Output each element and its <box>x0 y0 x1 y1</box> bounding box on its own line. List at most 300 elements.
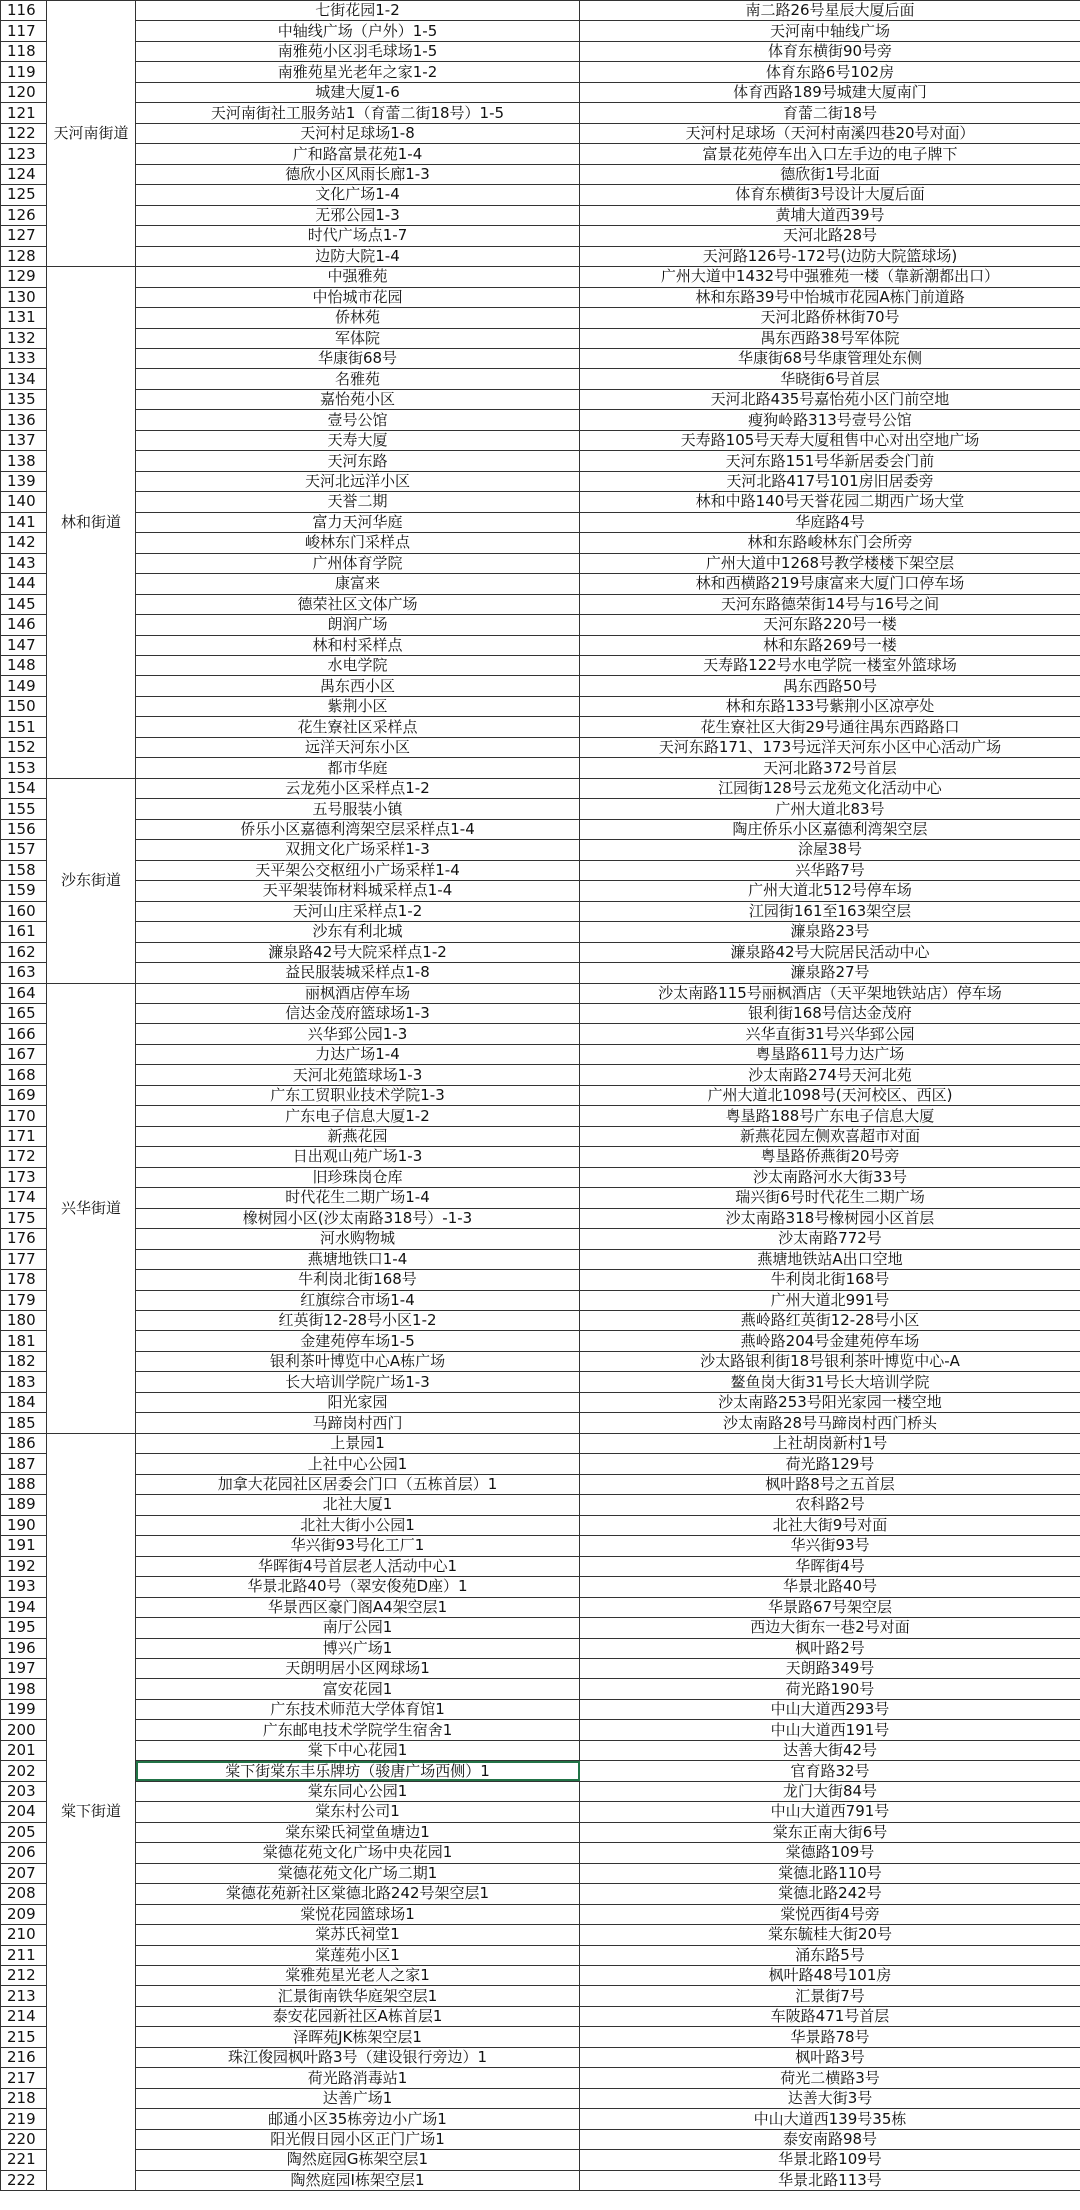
site-address-cell[interactable]: 华兴街93号 <box>580 1536 1080 1556</box>
sampling-site-cell[interactable]: 陶然庭园I栋架空层1 <box>136 2170 580 2190</box>
row-number-cell[interactable]: 176 <box>1 1229 47 1249</box>
row-number-cell[interactable]: 135 <box>1 389 47 409</box>
site-address-cell[interactable]: 天寿路105号天寿大厦租售中心对出空地广场 <box>580 430 1080 450</box>
site-address-cell[interactable]: 育蕾二街18号 <box>580 103 1080 123</box>
site-address-cell[interactable]: 华景北路113号 <box>580 2170 1080 2190</box>
sampling-site-cell[interactable]: 棠德花苑文化广场二期1 <box>136 1863 580 1883</box>
sampling-site-cell[interactable]: 天寿大厦 <box>136 430 580 450</box>
row-number-cell[interactable]: 139 <box>1 471 47 491</box>
row-number-cell[interactable]: 128 <box>1 246 47 266</box>
row-number-cell[interactable]: 216 <box>1 2047 47 2067</box>
sampling-site-cell[interactable]: 濂泉路42号大院采样点1-2 <box>136 942 580 962</box>
sampling-site-cell[interactable]: 棠苏氏祠堂1 <box>136 1925 580 1945</box>
site-address-cell[interactable]: 林和西横路219号康富来大厦门口停车场 <box>580 574 1080 594</box>
sampling-site-cell[interactable]: 阳光家园 <box>136 1392 580 1412</box>
site-address-cell[interactable]: 燕岭路红英街12-28号小区 <box>580 1311 1080 1331</box>
site-address-cell[interactable]: 龙门大街84号 <box>580 1781 1080 1801</box>
site-address-cell[interactable]: 中山大道西293号 <box>580 1699 1080 1719</box>
row-number-cell[interactable]: 127 <box>1 226 47 246</box>
sampling-site-cell[interactable]: 侨林苑 <box>136 308 580 328</box>
street-name-cell[interactable]: 沙东街道 <box>47 778 136 983</box>
site-address-cell[interactable]: 粤垦路侨燕街20号旁 <box>580 1147 1080 1167</box>
site-address-cell[interactable]: 天河东路171、173号远洋天河东小区中心活动广场 <box>580 737 1080 757</box>
site-address-cell[interactable]: 德欣街1号北面 <box>580 164 1080 184</box>
row-number-cell[interactable]: 177 <box>1 1249 47 1269</box>
sampling-site-cell[interactable]: 天朗明居小区网球场1 <box>136 1658 580 1678</box>
sampling-site-cell[interactable]: 马蹄岗村西门 <box>136 1413 580 1433</box>
site-address-cell[interactable]: 体育东横街3号设计大厦后面 <box>580 185 1080 205</box>
sampling-site-cell[interactable]: 军体院 <box>136 328 580 348</box>
site-address-cell[interactable]: 粤垦路188号广东电子信息大厦 <box>580 1106 1080 1126</box>
row-number-cell[interactable]: 194 <box>1 1597 47 1617</box>
row-number-cell[interactable]: 204 <box>1 1802 47 1822</box>
row-number-cell[interactable]: 121 <box>1 103 47 123</box>
site-address-cell[interactable]: 汇景街7号 <box>580 1986 1080 2006</box>
row-number-cell[interactable]: 119 <box>1 62 47 82</box>
street-name-cell[interactable]: 兴华街道 <box>47 983 136 1433</box>
site-address-cell[interactable]: 华景北路40号 <box>580 1577 1080 1597</box>
site-address-cell[interactable]: 天河村足球场（天河村南溪四巷20号对面） <box>580 123 1080 143</box>
row-number-cell[interactable]: 200 <box>1 1720 47 1740</box>
sampling-site-cell[interactable]: 嘉怡苑小区 <box>136 389 580 409</box>
site-address-cell[interactable]: 泰安南路98号 <box>580 2129 1080 2149</box>
site-address-cell[interactable]: 富景花苑停车出入口左手边的电子牌下 <box>580 144 1080 164</box>
row-number-cell[interactable]: 188 <box>1 1474 47 1494</box>
row-number-cell[interactable]: 123 <box>1 144 47 164</box>
row-number-cell[interactable]: 124 <box>1 164 47 184</box>
row-number-cell[interactable]: 211 <box>1 1945 47 1965</box>
site-address-cell[interactable]: 华景路78号 <box>580 2027 1080 2047</box>
sampling-site-cell[interactable]: 天河村足球场1-8 <box>136 123 580 143</box>
sampling-site-cell[interactable]: 兴华郅公园1-3 <box>136 1024 580 1044</box>
sampling-site-cell[interactable]: 棠东梁氏祠堂鱼塘边1 <box>136 1822 580 1842</box>
sampling-site-cell[interactable]: 双拥文化广场采样1-3 <box>136 840 580 860</box>
sampling-site-cell[interactable]: 红英街12-28号小区1-2 <box>136 1311 580 1331</box>
row-number-cell[interactable]: 164 <box>1 983 47 1003</box>
row-number-cell[interactable]: 165 <box>1 1003 47 1023</box>
site-address-cell[interactable]: 濂泉路42号大院居民活动中心 <box>580 942 1080 962</box>
site-address-cell[interactable]: 广州大道北83号 <box>580 799 1080 819</box>
site-address-cell[interactable]: 中山大道西191号 <box>580 1720 1080 1740</box>
row-number-cell[interactable]: 168 <box>1 1065 47 1085</box>
sampling-site-cell[interactable]: 达善广场1 <box>136 2088 580 2108</box>
site-address-cell[interactable]: 沙太南路28号马蹄岗村西门桥头 <box>580 1413 1080 1433</box>
row-number-cell[interactable]: 199 <box>1 1699 47 1719</box>
site-address-cell[interactable]: 新燕花园左侧欢喜超市对面 <box>580 1126 1080 1146</box>
sampling-site-cell[interactable]: 珠江俊园枫叶路3号（建设银行旁边）1 <box>136 2047 580 2067</box>
sampling-site-cell[interactable]: 泽晖苑JK栋架空层1 <box>136 2027 580 2047</box>
site-address-cell[interactable]: 华景路67号架空层 <box>580 1597 1080 1617</box>
row-number-cell[interactable]: 187 <box>1 1454 47 1474</box>
row-number-cell[interactable]: 202 <box>1 1761 47 1781</box>
sampling-site-cell[interactable]: 广州体育学院 <box>136 553 580 573</box>
row-number-cell[interactable]: 132 <box>1 328 47 348</box>
row-number-cell[interactable]: 138 <box>1 451 47 471</box>
row-number-cell[interactable]: 117 <box>1 21 47 41</box>
site-address-cell[interactable]: 体育西路189号城建大厦南门 <box>580 82 1080 102</box>
site-address-cell[interactable]: 涌东路5号 <box>580 1945 1080 1965</box>
row-number-cell[interactable]: 148 <box>1 656 47 676</box>
site-address-cell[interactable]: 棠德北路242号 <box>580 1884 1080 1904</box>
row-number-cell[interactable]: 179 <box>1 1290 47 1310</box>
row-number-cell[interactable]: 137 <box>1 430 47 450</box>
row-number-cell[interactable]: 134 <box>1 369 47 389</box>
row-number-cell[interactable]: 185 <box>1 1413 47 1433</box>
sampling-site-cell[interactable]: 日出观山苑广场1-3 <box>136 1147 580 1167</box>
sampling-site-cell[interactable]: 棠东同心公园1 <box>136 1781 580 1801</box>
sampling-site-cell[interactable]: 信达金茂府篮球场1-3 <box>136 1003 580 1023</box>
row-number-cell[interactable]: 150 <box>1 696 47 716</box>
site-address-cell[interactable]: 花生寮社区大街29号通往禺东西路路口 <box>580 717 1080 737</box>
site-address-cell[interactable]: 沙太南路318号橡树园小区首层 <box>580 1208 1080 1228</box>
sampling-site-cell[interactable]: 橡树园小区(沙太南路318号）-1-3 <box>136 1208 580 1228</box>
row-number-cell[interactable]: 154 <box>1 778 47 798</box>
sampling-site-cell[interactable]: 棠悦花园篮球场1 <box>136 1904 580 1924</box>
sampling-site-cell[interactable]: 无邪公园1-3 <box>136 205 580 225</box>
row-number-cell[interactable]: 196 <box>1 1638 47 1658</box>
row-number-cell[interactable]: 141 <box>1 512 47 532</box>
sampling-site-cell[interactable]: 阳光假日园小区正门广场1 <box>136 2129 580 2149</box>
sampling-site-cell[interactable]: 南雅苑小区羽毛球场1-5 <box>136 41 580 61</box>
sampling-site-cell[interactable]: 天平架公交枢纽小广场采样1-4 <box>136 860 580 880</box>
sampling-site-cell[interactable]: 博兴广场1 <box>136 1638 580 1658</box>
row-number-cell[interactable]: 160 <box>1 901 47 921</box>
sampling-site-cell[interactable]: 文化广场1-4 <box>136 185 580 205</box>
row-number-cell[interactable]: 147 <box>1 635 47 655</box>
row-number-cell[interactable]: 192 <box>1 1556 47 1576</box>
site-address-cell[interactable]: 天河北路435号嘉怡苑小区门前空地 <box>580 389 1080 409</box>
row-number-cell[interactable]: 146 <box>1 615 47 635</box>
row-number-cell[interactable]: 201 <box>1 1740 47 1760</box>
row-number-cell[interactable]: 213 <box>1 1986 47 2006</box>
row-number-cell[interactable]: 130 <box>1 287 47 307</box>
sampling-site-cell[interactable]: 北社大街小公园1 <box>136 1515 580 1535</box>
row-number-cell[interactable]: 197 <box>1 1658 47 1678</box>
sampling-site-cell[interactable]: 长大培训学院广场1-3 <box>136 1372 580 1392</box>
site-address-cell[interactable]: 禺东西路38号军体院 <box>580 328 1080 348</box>
site-address-cell[interactable]: 林和中路140号天誉花园二期西广场大堂 <box>580 492 1080 512</box>
site-address-cell[interactable]: 林和东路39号中怡城市花园A栋门前道路 <box>580 287 1080 307</box>
sampling-site-cell[interactable]: 邮通小区35栋旁边小广场1 <box>136 2109 580 2129</box>
sampling-site-cell[interactable]: 棠东村公司1 <box>136 1802 580 1822</box>
row-number-cell[interactable]: 220 <box>1 2129 47 2149</box>
sampling-site-cell[interactable]: 广东邮电技术学院学生宿舍1 <box>136 1720 580 1740</box>
sampling-site-cell[interactable]: 五号服装小镇 <box>136 799 580 819</box>
sampling-site-cell[interactable]: 泰安花园新社区A栋首层1 <box>136 2006 580 2026</box>
row-number-cell[interactable]: 206 <box>1 1843 47 1863</box>
sampling-site-cell[interactable]: 南雅苑星光老年之家1-2 <box>136 62 580 82</box>
sampling-site-cell[interactable]: 广东技术师范大学体育馆1 <box>136 1699 580 1719</box>
sampling-site-cell[interactable]: 陶然庭园G栋架空层1 <box>136 2150 580 2170</box>
site-address-cell[interactable]: 天朗路349号 <box>580 1658 1080 1678</box>
site-address-cell[interactable]: 兴华路7号 <box>580 860 1080 880</box>
sampling-site-cell[interactable]: 七街花园1-2 <box>136 1 580 21</box>
row-number-cell[interactable]: 193 <box>1 1577 47 1597</box>
site-address-cell[interactable]: 瑞兴街6号时代花生二期广场 <box>580 1188 1080 1208</box>
sampling-site-cell[interactable]: 富力天河华庭 <box>136 512 580 532</box>
sampling-site-cell[interactable]: 禺东西小区 <box>136 676 580 696</box>
row-number-cell[interactable]: 169 <box>1 1085 47 1105</box>
sampling-site-cell[interactable]: 天河东路 <box>136 451 580 471</box>
sampling-site-cell[interactable]: 华晖街4号首层老人活动中心1 <box>136 1556 580 1576</box>
site-address-cell[interactable]: 西边大街东一巷2号对面 <box>580 1618 1080 1638</box>
row-number-cell[interactable]: 122 <box>1 123 47 143</box>
sampling-site-cell[interactable]: 中怡城市花园 <box>136 287 580 307</box>
site-address-cell[interactable]: 枫叶路3号 <box>580 2047 1080 2067</box>
site-address-cell[interactable]: 天河东路220号一楼 <box>580 615 1080 635</box>
row-number-cell[interactable]: 181 <box>1 1331 47 1351</box>
sampling-site-cell[interactable]: 荷光路消毒站1 <box>136 2068 580 2088</box>
site-address-cell[interactable]: 天河北路侨林街70号 <box>580 308 1080 328</box>
site-address-cell[interactable]: 中山大道西139号35栋 <box>580 2109 1080 2129</box>
site-address-cell[interactable]: 车陂路471号首层 <box>580 2006 1080 2026</box>
row-number-cell[interactable]: 221 <box>1 2150 47 2170</box>
site-address-cell[interactable]: 体育东路6号102房 <box>580 62 1080 82</box>
sampling-site-cell[interactable]: 峻林东门采样点 <box>136 533 580 553</box>
site-address-cell[interactable]: 荷光路190号 <box>580 1679 1080 1699</box>
sampling-site-cell[interactable]: 时代广场点1-7 <box>136 226 580 246</box>
row-number-cell[interactable]: 186 <box>1 1433 47 1453</box>
sampling-site-cell[interactable]: 城建大厦1-6 <box>136 82 580 102</box>
row-number-cell[interactable]: 184 <box>1 1392 47 1412</box>
sampling-site-cell[interactable]: 中轴线广场（户外）1-5 <box>136 21 580 41</box>
sampling-site-cell[interactable]: 远洋天河东小区 <box>136 737 580 757</box>
site-address-cell[interactable]: 燕塘地铁站A出口空地 <box>580 1249 1080 1269</box>
sampling-site-cell[interactable]: 天誉二期 <box>136 492 580 512</box>
sampling-site-cell[interactable]: 时代花生二期广场1-4 <box>136 1188 580 1208</box>
sampling-site-cell[interactable]: 燕塘地铁口1-4 <box>136 1249 580 1269</box>
row-number-cell[interactable]: 218 <box>1 2088 47 2108</box>
row-number-cell[interactable]: 189 <box>1 1495 47 1515</box>
row-number-cell[interactable]: 143 <box>1 553 47 573</box>
sampling-site-cell[interactable]: 侨乐小区嘉德利湾架空层采样点1-4 <box>136 819 580 839</box>
site-address-cell[interactable]: 华晖街4号 <box>580 1556 1080 1576</box>
sampling-site-cell[interactable]: 林和村采样点 <box>136 635 580 655</box>
street-name-cell[interactable]: 林和街道 <box>47 267 136 779</box>
site-address-cell[interactable]: 瘦狗岭路313号壹号公馆 <box>580 410 1080 430</box>
site-address-cell[interactable]: 广州大道北991号 <box>580 1290 1080 1310</box>
sampling-site-cell[interactable]: 华景西区豪门阁A4架空层1 <box>136 1597 580 1617</box>
row-number-cell[interactable]: 171 <box>1 1126 47 1146</box>
site-address-cell[interactable]: 棠东正南大街6号 <box>580 1822 1080 1842</box>
row-number-cell[interactable]: 161 <box>1 922 47 942</box>
row-number-cell[interactable]: 118 <box>1 41 47 61</box>
sampling-site-cell[interactable]: 棠雅苑星光老人之家1 <box>136 1966 580 1986</box>
row-number-cell[interactable]: 198 <box>1 1679 47 1699</box>
site-address-cell[interactable]: 天河东路151号华新居委会门前 <box>580 451 1080 471</box>
sampling-site-cell[interactable]: 旧珍珠岗仓库 <box>136 1167 580 1187</box>
sampling-site-cell[interactable]: 金建苑停车场1-5 <box>136 1331 580 1351</box>
sampling-site-cell[interactable]: 银利茶叶博览中心A栋广场 <box>136 1351 580 1371</box>
sampling-site-cell[interactable]: 棠莲苑小区1 <box>136 1945 580 1965</box>
sampling-site-cell[interactable]: 河水购物城 <box>136 1229 580 1249</box>
site-address-cell[interactable]: 广州大道北1098号(天河校区、西区) <box>580 1085 1080 1105</box>
row-number-cell[interactable]: 212 <box>1 1966 47 1986</box>
site-address-cell[interactable]: 天河南中轴线广场 <box>580 21 1080 41</box>
row-number-cell[interactable]: 175 <box>1 1208 47 1228</box>
site-address-cell[interactable]: 兴华直街31号兴华郅公园 <box>580 1024 1080 1044</box>
row-number-cell[interactable]: 163 <box>1 963 47 983</box>
row-number-cell[interactable]: 151 <box>1 717 47 737</box>
site-address-cell[interactable]: 天河北路372号首层 <box>580 758 1080 778</box>
site-address-cell[interactable]: 棠德北路110号 <box>580 1863 1080 1883</box>
row-number-cell[interactable]: 129 <box>1 267 47 287</box>
site-address-cell[interactable]: 天河东路德荣街14号与16号之间 <box>580 594 1080 614</box>
site-address-cell[interactable]: 江园街161至163架空层 <box>580 901 1080 921</box>
site-address-cell[interactable]: 北社大街9号对面 <box>580 1515 1080 1535</box>
row-number-cell[interactable]: 145 <box>1 594 47 614</box>
street-name-cell[interactable]: 棠下街道 <box>47 1433 136 2190</box>
row-number-cell[interactable]: 183 <box>1 1372 47 1392</box>
site-address-cell[interactable]: 天河路126号-172号(边防大院篮球场) <box>580 246 1080 266</box>
site-address-cell[interactable]: 粤垦路611号力达广场 <box>580 1044 1080 1064</box>
site-address-cell[interactable]: 荷光路129号 <box>580 1454 1080 1474</box>
site-address-cell[interactable]: 华景北路109号 <box>580 2150 1080 2170</box>
row-number-cell[interactable]: 157 <box>1 840 47 860</box>
site-address-cell[interactable]: 林和东路133号紫荆小区凉亭处 <box>580 696 1080 716</box>
site-address-cell[interactable]: 濂泉路23号 <box>580 922 1080 942</box>
sampling-site-cell[interactable]: 天河北远洋小区 <box>136 471 580 491</box>
sampling-site-cell[interactable]: 都市华庭 <box>136 758 580 778</box>
sampling-site-cell[interactable]: 益民服装城采样点1-8 <box>136 963 580 983</box>
site-address-cell[interactable]: 达善大街3号 <box>580 2088 1080 2108</box>
sampling-site-cell[interactable]: 牛利岗北街168号 <box>136 1270 580 1290</box>
row-number-cell[interactable]: 142 <box>1 533 47 553</box>
row-number-cell[interactable]: 156 <box>1 819 47 839</box>
site-address-cell[interactable]: 林和东路峻林东门会所旁 <box>580 533 1080 553</box>
site-address-cell[interactable]: 广州大道中1268号教学楼楼下架空层 <box>580 553 1080 573</box>
sampling-site-cell[interactable]: 棠德花苑文化广场中央花园1 <box>136 1843 580 1863</box>
site-address-cell[interactable]: 华晓街6号首层 <box>580 369 1080 389</box>
site-address-cell[interactable]: 濂泉路27号 <box>580 963 1080 983</box>
site-address-cell[interactable]: 沙太南路115号丽枫酒店（天平架地铁站店）停车场 <box>580 983 1080 1003</box>
site-address-cell[interactable]: 枫叶路48号101房 <box>580 1966 1080 1986</box>
site-address-cell[interactable]: 沙太南路253号阳光家园一楼空地 <box>580 1392 1080 1412</box>
row-number-cell[interactable]: 133 <box>1 348 47 368</box>
row-number-cell[interactable]: 167 <box>1 1044 47 1064</box>
sampling-site-cell[interactable]: 丽枫酒店停车场 <box>136 983 580 1003</box>
sampling-site-cell[interactable]: 天平架装饰材料城采样点1-4 <box>136 881 580 901</box>
site-address-cell[interactable]: 中山大道西791号 <box>580 1802 1080 1822</box>
site-address-cell[interactable]: 林和东路269号一楼 <box>580 635 1080 655</box>
sampling-site-cell[interactable]: 名雅苑 <box>136 369 580 389</box>
site-address-cell[interactable]: 沙太南路772号 <box>580 1229 1080 1249</box>
site-address-cell[interactable]: 枫叶路8号之五首层 <box>580 1474 1080 1494</box>
sampling-site-cell[interactable]: 华景北路40号（翠安俊苑D座）1 <box>136 1577 580 1597</box>
site-address-cell[interactable]: 银利街168号信达金茂府 <box>580 1003 1080 1023</box>
sampling-site-cell[interactable]: 棠下街棠东丰乐牌坊（骏唐广场西侧）1 <box>136 1761 580 1781</box>
row-number-cell[interactable]: 125 <box>1 185 47 205</box>
sampling-site-cell[interactable]: 天河南街社工服务站1（育蕾二街18号）1-5 <box>136 103 580 123</box>
row-number-cell[interactable]: 180 <box>1 1311 47 1331</box>
row-number-cell[interactable]: 222 <box>1 2170 47 2190</box>
sampling-site-cell[interactable]: 水电学院 <box>136 656 580 676</box>
site-address-cell[interactable]: 广州大道中1432号中强雅苑一楼（靠新潮都出口） <box>580 267 1080 287</box>
site-address-cell[interactable]: 黄埔大道西39号 <box>580 205 1080 225</box>
sampling-site-cell[interactable]: 紫荆小区 <box>136 696 580 716</box>
row-number-cell[interactable]: 182 <box>1 1351 47 1371</box>
sampling-site-cell[interactable]: 棠下中心花园1 <box>136 1740 580 1760</box>
site-address-cell[interactable]: 官育路32号 <box>580 1761 1080 1781</box>
sampling-site-cell[interactable]: 华康街68号 <box>136 348 580 368</box>
row-number-cell[interactable]: 152 <box>1 737 47 757</box>
site-address-cell[interactable]: 天河北路28号 <box>580 226 1080 246</box>
sampling-site-cell[interactable]: 沙东有利北城 <box>136 922 580 942</box>
row-number-cell[interactable]: 166 <box>1 1024 47 1044</box>
sampling-site-cell[interactable]: 富安花园1 <box>136 1679 580 1699</box>
site-address-cell[interactable]: 天河北路417号101房旧居委旁 <box>580 471 1080 491</box>
site-address-cell[interactable]: 农科路2号 <box>580 1495 1080 1515</box>
sampling-site-cell[interactable]: 朗润广场 <box>136 615 580 635</box>
row-number-cell[interactable]: 149 <box>1 676 47 696</box>
sampling-site-cell[interactable]: 天河山庄采样点1-2 <box>136 901 580 921</box>
sampling-site-cell[interactable]: 康富来 <box>136 574 580 594</box>
row-number-cell[interactable]: 191 <box>1 1536 47 1556</box>
site-address-cell[interactable]: 沙太路银利街18号银利茶叶博览中心-A <box>580 1351 1080 1371</box>
row-number-cell[interactable]: 162 <box>1 942 47 962</box>
site-address-cell[interactable]: 江园街128号云龙苑文化活动中心 <box>580 778 1080 798</box>
site-address-cell[interactable]: 枫叶路2号 <box>580 1638 1080 1658</box>
site-address-cell[interactable]: 天寿路122号水电学院一楼室外篮球场 <box>580 656 1080 676</box>
row-number-cell[interactable]: 217 <box>1 2068 47 2088</box>
sampling-site-cell[interactable]: 边防大院1-4 <box>136 246 580 266</box>
site-address-cell[interactable]: 达善大街42号 <box>580 1740 1080 1760</box>
site-address-cell[interactable]: 燕岭路204号金建苑停车场 <box>580 1331 1080 1351</box>
row-number-cell[interactable]: 214 <box>1 2006 47 2026</box>
row-number-cell[interactable]: 131 <box>1 308 47 328</box>
row-number-cell[interactable]: 116 <box>1 1 47 21</box>
row-number-cell[interactable]: 173 <box>1 1167 47 1187</box>
row-number-cell[interactable]: 153 <box>1 758 47 778</box>
row-number-cell[interactable]: 207 <box>1 1863 47 1883</box>
site-address-cell[interactable]: 荷光二横路3号 <box>580 2068 1080 2088</box>
sampling-site-cell[interactable]: 中强雅苑 <box>136 267 580 287</box>
site-address-cell[interactable]: 沙太南路河水大街33号 <box>580 1167 1080 1187</box>
site-address-cell[interactable]: 体育东横街90号旁 <box>580 41 1080 61</box>
row-number-cell[interactable]: 174 <box>1 1188 47 1208</box>
site-address-cell[interactable]: 牛利岗北街168号 <box>580 1270 1080 1290</box>
site-address-cell[interactable]: 棠悦西街4号旁 <box>580 1904 1080 1924</box>
row-number-cell[interactable]: 195 <box>1 1618 47 1638</box>
sampling-site-cell[interactable]: 德荣社区文体广场 <box>136 594 580 614</box>
street-name-cell[interactable]: 天河南街道 <box>47 1 136 267</box>
site-address-cell[interactable]: 棠东毓桂大街20号 <box>580 1925 1080 1945</box>
sampling-site-cell[interactable]: 红旗综合市场1-4 <box>136 1290 580 1310</box>
sampling-site-cell[interactable]: 华兴街93号化工厂1 <box>136 1536 580 1556</box>
site-address-cell[interactable]: 南二路26号星辰大厦后面 <box>580 1 1080 21</box>
sampling-site-cell[interactable]: 上社中心公园1 <box>136 1454 580 1474</box>
sampling-site-cell[interactable]: 棠德花苑新社区棠德北路242号架空层1 <box>136 1884 580 1904</box>
sampling-site-cell[interactable]: 力达广场1-4 <box>136 1044 580 1064</box>
site-address-cell[interactable]: 鳌鱼岗大街31号长大培训学院 <box>580 1372 1080 1392</box>
row-number-cell[interactable]: 208 <box>1 1884 47 1904</box>
sampling-site-cell[interactable]: 北社大厦1 <box>136 1495 580 1515</box>
sampling-site-cell[interactable]: 广东电子信息大厦1-2 <box>136 1106 580 1126</box>
row-number-cell[interactable]: 155 <box>1 799 47 819</box>
row-number-cell[interactable]: 140 <box>1 492 47 512</box>
sampling-site-cell[interactable]: 云龙苑小区采样点1-2 <box>136 778 580 798</box>
site-address-cell[interactable]: 涂屋38号 <box>580 840 1080 860</box>
row-number-cell[interactable]: 126 <box>1 205 47 225</box>
sampling-site-cell[interactable]: 德欣小区风雨长廊1-3 <box>136 164 580 184</box>
row-number-cell[interactable]: 203 <box>1 1781 47 1801</box>
row-number-cell[interactable]: 136 <box>1 410 47 430</box>
row-number-cell[interactable]: 215 <box>1 2027 47 2047</box>
sampling-site-cell[interactable]: 南厅公园1 <box>136 1618 580 1638</box>
site-address-cell[interactable]: 广州大道北512号停车场 <box>580 881 1080 901</box>
sampling-site-cell[interactable]: 汇景街南铁华庭架空层1 <box>136 1986 580 2006</box>
sampling-site-cell[interactable]: 广和路富景花苑1-4 <box>136 144 580 164</box>
